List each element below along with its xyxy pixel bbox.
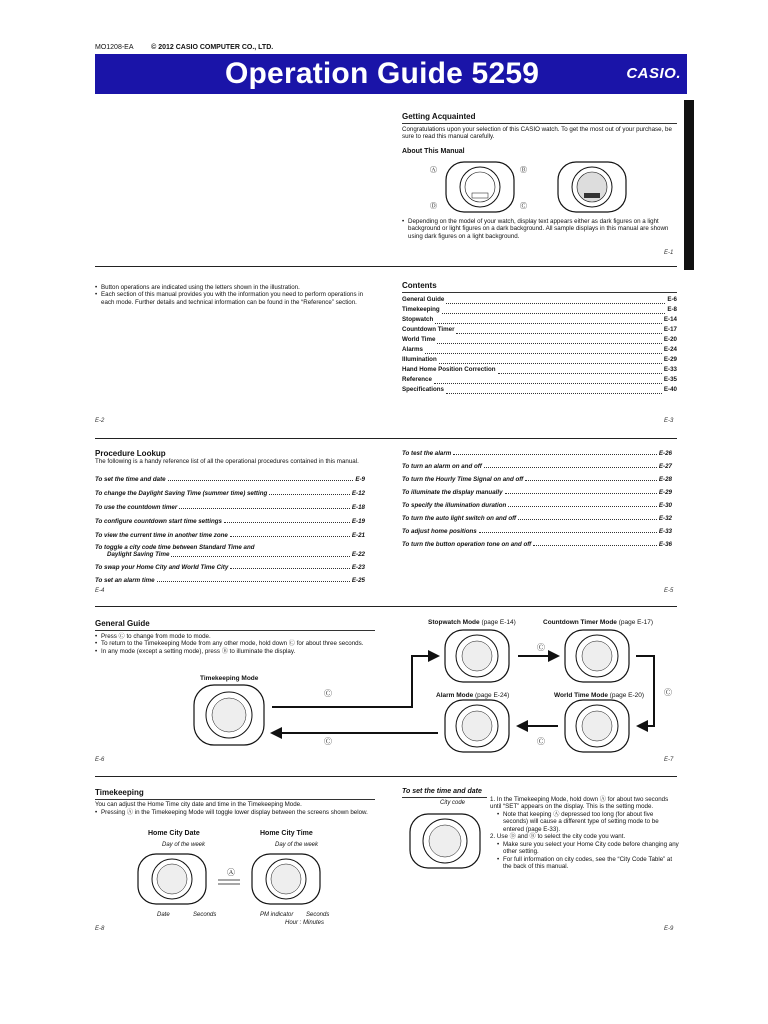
watch-icon <box>252 854 320 904</box>
toggle-arrows <box>218 880 240 884</box>
lookup-item[interactable]: To change the Daylight Saving Time (summer time) setting E-12 <box>95 490 365 497</box>
divider <box>402 123 677 124</box>
lookup-item[interactable]: To set an alarm time E-25 <box>95 577 365 584</box>
world-time-watch-icon <box>565 700 629 752</box>
pm-indicator-label: PM indicator <box>260 912 294 918</box>
c-button-icon: Ⓒ <box>324 737 332 746</box>
alarm-mode-label: Alarm Mode (page E-24) <box>436 692 510 699</box>
casio-logo: CASIO. <box>626 65 681 82</box>
lookup-item-dst[interactable]: To toggle a city code time between Standard Time and Daylight Saving Time E-22 <box>95 544 365 559</box>
bullet-item: • Each section of this manual provides you with the information you need to perform operations in each mode. Further details and technical information can be found in the “Reference” section. <box>95 291 375 306</box>
set-time-watch-icon <box>402 810 492 872</box>
lookup-item[interactable]: To view the current time in another time zone E-21 <box>95 532 365 539</box>
c-button-icon: Ⓒ <box>664 688 672 697</box>
stopwatch-mode-label: Stopwatch Mode (page E-14) <box>428 619 516 626</box>
seconds-label: Seconds <box>306 912 330 918</box>
home-city-date-label: Home City Date <box>148 830 200 837</box>
c-button-icon: Ⓒ <box>537 737 545 746</box>
step-2: 2. Use Ⓓ and Ⓑ to select the city code you want. <box>490 833 626 841</box>
timekeeping-watch-icon <box>194 685 264 745</box>
divider <box>95 799 375 800</box>
lookup-item[interactable]: To use the countdown timer E-18 <box>95 504 365 511</box>
timekeeping-mode-label: Timekeeping Mode <box>200 675 259 682</box>
lookup-item[interactable]: To test the alarm E-26 <box>402 450 672 457</box>
city-code-label: City code <box>440 800 466 806</box>
section-separator <box>95 606 677 607</box>
page-number: E-6 <box>95 757 105 763</box>
c-button-icon: Ⓒ <box>324 689 332 698</box>
lookup-list-right <box>402 450 672 550</box>
svg-text:Ⓒ: Ⓒ <box>520 202 527 210</box>
divider <box>402 797 487 798</box>
bullet-item: • Press Ⓒ to change from mode to mode. <box>95 633 375 640</box>
svg-text:Ⓐ: Ⓐ <box>430 166 437 174</box>
page-number: E-2 <box>95 418 105 424</box>
seconds-label: Seconds <box>193 912 217 918</box>
lookup-item[interactable]: To adjust home positions E-33 <box>402 528 672 535</box>
set-time-steps <box>490 796 680 870</box>
home-city-time-label: Home City Time <box>260 830 313 837</box>
bullet-item: • To return to the Timekeeping Mode from any other mode, hold down Ⓒ for about three seconds. <box>95 640 375 647</box>
bullet-item: • Note that keeping Ⓐ depressed too long (for about five seconds) will cause a different type of setting mode to be entered (page E-33). <box>497 811 680 833</box>
set-time-heading: To set the time and date <box>402 788 482 795</box>
section-separator <box>95 776 677 777</box>
watch-icon-light <box>430 162 527 212</box>
toc-item[interactable]: Illumination E-29 <box>402 356 677 363</box>
lookup-item[interactable]: To set the time and date E-9 <box>95 476 365 483</box>
watch-icon-dark <box>558 162 626 212</box>
toc-item[interactable]: World Time E-20 <box>402 336 677 343</box>
section-separator <box>95 438 677 439</box>
page-number: E-8 <box>95 926 105 932</box>
header-line <box>95 44 273 52</box>
lookup-item[interactable]: To illuminate the display manually E-29 <box>402 489 672 496</box>
side-tab <box>684 100 694 270</box>
countdown-mode-label: Countdown Timer Mode (page E-17) <box>543 619 654 626</box>
c-button-icon: Ⓒ <box>537 643 545 652</box>
page-number: E-9 <box>664 926 674 932</box>
page-number: E-7 <box>664 757 674 763</box>
timekeeping-watches <box>128 850 348 910</box>
day-of-week-label: Day of the week <box>162 842 206 848</box>
watch-illustration-pair <box>420 158 650 216</box>
page-title: Operation Guide 5259 <box>225 57 540 90</box>
hour-minutes-label: Hour : Minutes <box>285 920 325 926</box>
bullet-item: • For full information on city codes, see the “City Code Table” at the back of this manual. <box>497 856 680 871</box>
toc-item[interactable]: Hand Home Position Correction E-33 <box>402 366 677 373</box>
date-label: Date <box>157 912 170 918</box>
timekeeping-heading: Timekeeping <box>95 788 144 797</box>
copyright: © 2012 CASIO COMPUTER CO., LTD. <box>151 44 274 51</box>
divider <box>402 292 677 293</box>
intro-text: Congratulations upon your selection of this CASIO watch. To get the most out of your purchase, be sure to read this manual carefully. <box>402 126 672 141</box>
page-number: E-4 <box>95 588 105 594</box>
procedure-lookup-heading: Procedure Lookup <box>95 449 166 458</box>
a-button-icon: Ⓐ <box>227 868 235 877</box>
toc-item[interactable]: Stopwatch E-14 <box>402 316 677 323</box>
bullet-item: • Make sure you select your Home City code before changing any other setting. <box>497 841 680 856</box>
countdown-watch-icon <box>565 630 629 682</box>
getting-acquainted-heading: Getting Acquainted <box>402 112 476 121</box>
lookup-item[interactable]: To specify the illumination duration E-30 <box>402 502 672 509</box>
lookup-item[interactable]: To turn the Hourly Time Signal on and off E-28 <box>402 476 672 483</box>
lookup-list-left <box>95 476 365 586</box>
day-of-week-label: Day of the week <box>275 842 319 848</box>
svg-text:Ⓑ: Ⓑ <box>520 166 527 174</box>
about-manual-heading: About This Manual <box>402 148 465 155</box>
contents-heading: Contents <box>402 281 437 290</box>
timekeeping-bullets <box>95 809 375 816</box>
svg-text:Ⓓ: Ⓓ <box>430 202 437 210</box>
lookup-item[interactable]: To turn an alarm on and off E-27 <box>402 463 672 470</box>
bullet-item: • In any mode (except a setting mode), press Ⓑ to illuminate the display. <box>95 648 375 655</box>
display-note <box>402 218 677 240</box>
mode-flow-diagram <box>180 625 680 755</box>
watch-icon <box>138 854 206 904</box>
toc-item[interactable]: Reference E-35 <box>402 376 677 383</box>
lookup-item[interactable]: To turn the auto light switch on and off E-32 <box>402 515 672 522</box>
bullet-item: • Pressing Ⓐ in the Timekeeping Mode will toggle lower display between the screens shown below. <box>95 809 375 816</box>
section-separator <box>95 266 677 267</box>
bullet-item: • Button operations are indicated using the letters shown in the illustration. <box>95 284 375 291</box>
stopwatch-watch-icon <box>445 630 509 682</box>
timekeeping-intro: You can adjust the Home Time city date and time in the Timekeeping Mode. <box>95 801 302 808</box>
lookup-item[interactable]: To swap your Home City and World Time City E-23 <box>95 564 365 571</box>
page-number: E-3 <box>664 418 674 424</box>
alarm-watch-icon <box>445 700 509 752</box>
world-time-mode-label: World Time Mode (page E-20) <box>554 692 645 699</box>
lookup-item[interactable]: To turn the button operation tone on and off E-36 <box>402 541 672 548</box>
page-number: E-5 <box>664 588 674 594</box>
toc-item[interactable]: Alarms E-24 <box>402 346 677 353</box>
button-bullets <box>95 284 375 306</box>
page-number: E-1 <box>664 250 674 256</box>
general-guide-heading: General Guide <box>95 619 150 628</box>
step-2-notes <box>490 841 680 871</box>
toc-item[interactable]: General Guide E-6 <box>402 296 677 303</box>
step-1: 1. In the Timekeeping Mode, hold down Ⓐ for about two seconds until “SET” appears on the display. This is the setting mode. <box>490 796 669 811</box>
contents-list <box>402 296 677 396</box>
toc-item[interactable]: Countdown Timer E-17 <box>402 326 677 333</box>
step-1-notes <box>490 811 680 833</box>
doc-code: MO1208-EA <box>95 44 134 51</box>
toc-item[interactable]: Specifications E-40 <box>402 386 677 393</box>
note-item: • Depending on the model of your watch, display text appears either as dark figures on a light background or light figures on a dark background. All sample displays in this manual are shown using dark figures on a light background. <box>402 218 677 240</box>
lookup-item[interactable]: To configure countdown start time settings E-19 <box>95 518 365 525</box>
lookup-intro: The following is a handy reference list of all the operational procedures contained in this manual. <box>95 458 359 465</box>
toc-item[interactable]: Timekeeping E-8 <box>402 306 677 313</box>
title-banner <box>95 54 687 94</box>
